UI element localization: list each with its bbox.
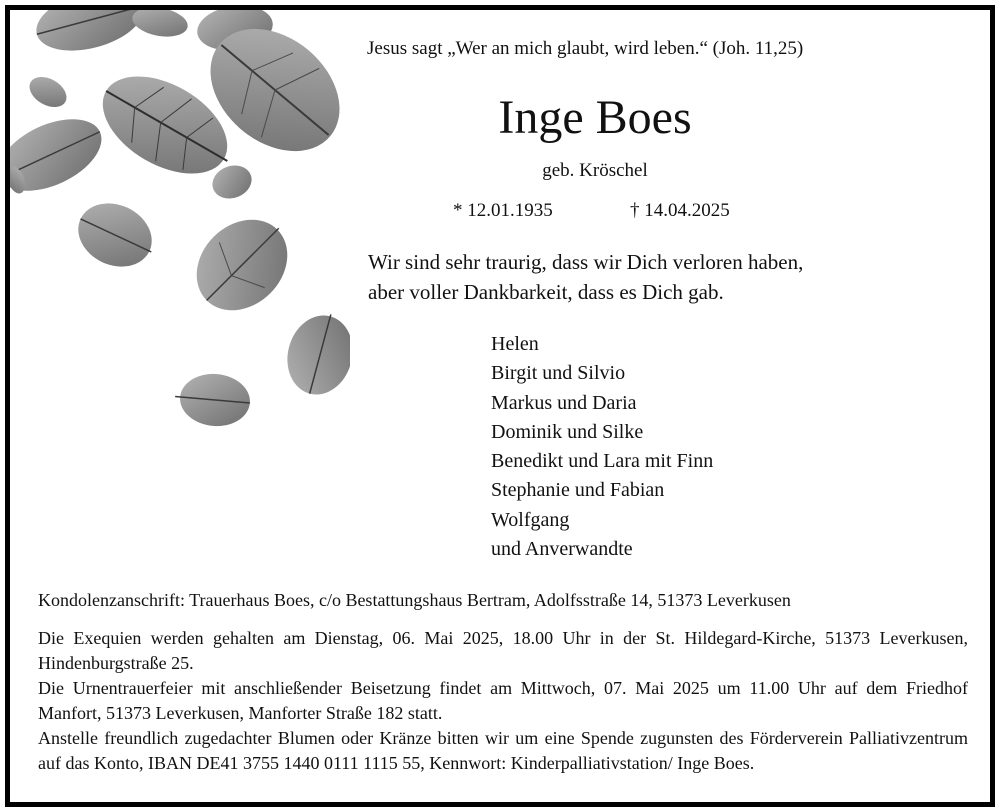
list-item: Benedikt und Lara mit Finn <box>491 450 714 473</box>
condolence-address: Kondolenzanschrift: Trauerhaus Boes, c/o Bestattungshaus Bertram, Adolfsstraße 14, 51373 Leverkusen <box>38 590 791 610</box>
deceased-name: Inge Boes <box>498 91 692 144</box>
leaf-icon <box>30 10 151 61</box>
falling-leaves-illustration <box>10 10 350 440</box>
death-date: † 14.04.2025 <box>630 200 730 221</box>
farewell-message-line: aber voller Dankbarkeit, dass es Dich gab. <box>368 280 724 304</box>
list-item: Stephanie und Fabian <box>491 479 665 502</box>
leaf-icon <box>173 371 252 429</box>
mourners-list <box>491 330 713 564</box>
bible-verse: Jesus sagt „Wer an mich glaubt, wird leben.“ (Joh. 11,25) <box>367 38 804 59</box>
leaf-icon <box>10 105 113 206</box>
paragraph: Die Exequien werden gehalten am Dienstag, 06. Mai 2025, 18.00 Uhr in der St. Hildegard-Kirche, 51373 Leverkusen, Hindenburgstraße 25. <box>38 628 968 673</box>
paragraph: Anstelle freundlich zugedachter Blumen oder Kränze bitten wir um eine Spende zugunsten des Förderverein Palliativzentrum auf das Konto, IBAN DE41 3755 1440 0111 1115 55, Kennwort: Kinderpalliativstation/ Inge Boes. <box>38 728 968 773</box>
list-item: Markus und Daria <box>491 391 637 414</box>
list-item: und Anverwandte <box>491 538 633 561</box>
service-details <box>38 626 968 776</box>
list-item: Helen <box>491 333 539 355</box>
farewell-message-line: Wir sind sehr traurig, dass wir Dich verloren haben, <box>368 250 804 274</box>
leaf-icon <box>68 192 164 279</box>
leaf-icon <box>130 10 190 41</box>
list-item: Dominik und Silke <box>491 420 644 443</box>
leaf-icon <box>24 71 72 114</box>
birth-date: * 12.01.1935 <box>453 200 553 221</box>
paragraph: Die Urnentrauerfeier mit anschließender Beisetzung findet am Mittwoch, 07. Mai 2025 um 11.00 Uhr auf dem Friedhof Manfort, 51373 Leverkusen, Manforter Straße 182 statt. <box>38 678 968 723</box>
leaf-icon <box>279 306 350 402</box>
deceased-name-block <box>390 90 800 145</box>
maiden-name: geb. Kröschel <box>542 160 648 181</box>
maiden-name-block <box>390 160 800 182</box>
obituary-notice <box>5 5 995 807</box>
list-item: Wolfgang <box>491 508 570 531</box>
leaf-icon <box>178 200 307 329</box>
list-item: Birgit und Silvio <box>491 362 626 385</box>
